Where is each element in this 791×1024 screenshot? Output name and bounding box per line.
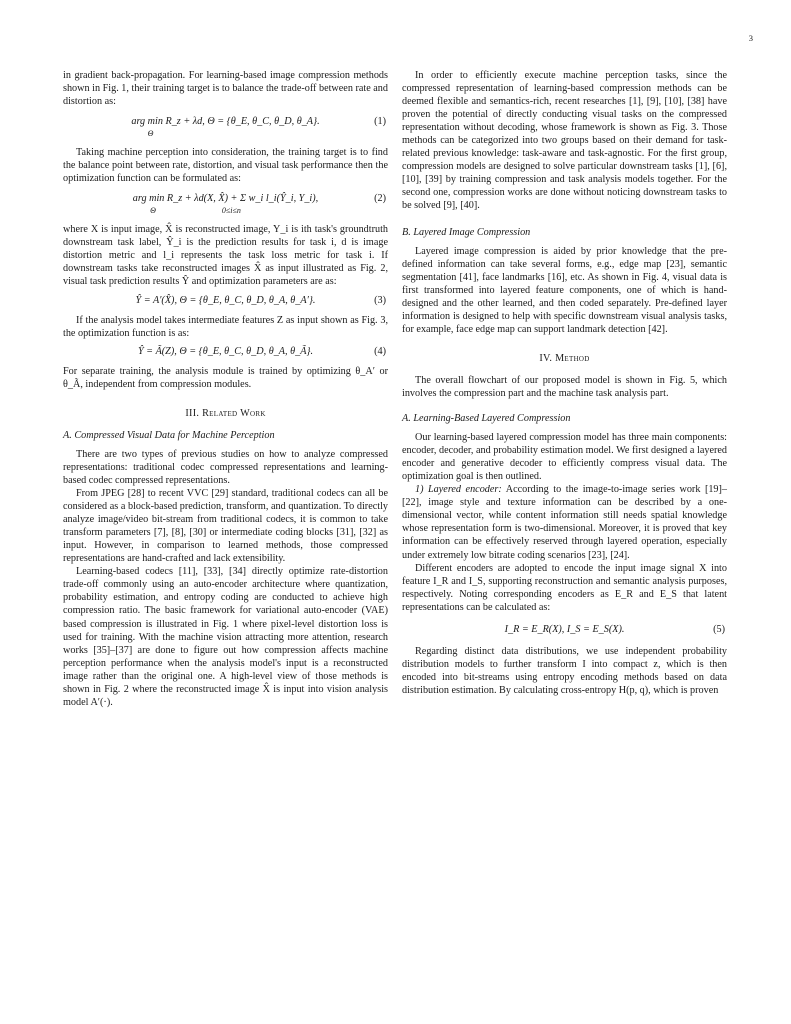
equation-5 bbox=[402, 623, 727, 636]
page-number: 3 bbox=[748, 33, 753, 43]
paragraph: There are two types of previous studies on how to analyze compressed representations: traditional codec compressed representations and learning-based codec compressed representations. bbox=[63, 448, 388, 486]
paragraph-body: According to the image-to-image series work [19]–[22], image style and texture information can be described by a one-dimensional vector, while content information still needs spatial knowledge whose representation form is two-dimensional. Moreover, it is proved that key information can be effectively reserved through layered operation, especially under extremely low bitrate coding scenarios [23], [24]. bbox=[402, 484, 728, 561]
equation-number: (2) bbox=[374, 193, 386, 205]
paragraph: Learning-based codecs [11], [33], [34] directly optimize rate-distortion trade-off commonly using an auto-encoder architecture where quantization, probability estimation, and entropy coding are conducted to achieve high compression ratio. The basic framework for variational auto-encoder (VAE) based compression is illustrated in Fig. 1 where pixel-level distortion loss is used for training. With the machine vision attracting more attention, research works [35]–[37] are done to figure out how compression affects machine perception performance when the analysis model's input is a reconstructed image rather than the original one. A high-level view of those methods is shown in Fig. 2 where the reconstructed image X̂ is input into vision analysis model A′(·). bbox=[63, 566, 388, 708]
paragraph: From JPEG [28] to recent VVC [29] standard, traditional codecs can all be considered as a block-based prediction, transform, and quantization. To directly analyze image/video bit-stream from traditional codecs, it is common to take transform parameters [7], [8], [30] or intermediate coding blocks [31], [32] as input. However, in comparison to learned methods, those compressed representations are hand-crafted and lack extensibility. bbox=[63, 488, 388, 565]
paragraph: in gradient back-propagation. For learning-based image compression methods shown in Fig. 1, their training target is to balance the trade-off between rate and distortion as: bbox=[63, 70, 388, 108]
equation-4 bbox=[63, 345, 388, 358]
paragraph: Regarding distinct data distributions, we use independent probability distribution models to further transform I into compact z, which is then encoded into bit-streams using entropy encoding methods based on data distribution estimation. By calculating cross-entropy H(p, q), which is proven bbox=[402, 645, 727, 696]
paragraph: where X is input image, X̂ is reconstructed image, Y_i is ith task's groundtruth downstream task label, Ŷ_i is the prediction results for task i, d is image distortion metric and l_i represents the task loss metric for task i. If downstream tasks take reconstructed images X̂ as input illustrated as Fig. 2, visual task prediction results Ŷ and optimization parameters are as: bbox=[63, 224, 388, 288]
equation-subscript: Θ 0≤i≤n bbox=[150, 206, 241, 216]
paragraph: Different encoders are adopted to encode the input image signal X into feature I_R and I_S, supporting reconstruction and semantic analysis purposes, respectively. Noting corresponding encoders as E_R and E_S that latent representations can be calculated as: bbox=[402, 562, 727, 613]
paragraph: Our learning-based layered compression model has three main components: encoder, decoder, and probability estimation model. We first designed a layered encoder and generative decoder to efficiently compress visual data. The optimization goal is then outlined. bbox=[402, 432, 727, 483]
equation-body: Ŷ = A′(X̂), Θ = {θ_E, θ_C, θ_D, θ_A, θ_A′}. bbox=[135, 294, 316, 306]
equation-number: (1) bbox=[374, 116, 386, 128]
equation-2 bbox=[63, 191, 388, 215]
equation-subscript: Θ bbox=[147, 129, 154, 139]
right-column bbox=[402, 69, 727, 697]
equation-body: arg min R_z + λd, Θ = {θ_E, θ_C, θ_D, θ_A}. bbox=[131, 116, 320, 128]
paragraph bbox=[402, 483, 727, 561]
equation-number: (5) bbox=[713, 623, 725, 635]
paragraph: If the analysis model takes intermediate features Z as input shown as Fig. 3, the optimization function is as: bbox=[63, 314, 388, 339]
subsection-title: B. Layered Image Compression bbox=[402, 226, 531, 238]
subsection-title: A. Learning-Based Layered Compression bbox=[402, 413, 571, 425]
equation-number: (3) bbox=[374, 294, 386, 306]
equation-body: arg min R_z + λd(X, X̂) + Σ w_i l_i(Ŷ_i, Y_i), bbox=[132, 193, 319, 205]
paragraph: In order to efficiently execute machine perception tasks, since the compressed representation of learning-based compression methods can be deemed flexible and semantics-rich, recent researches [1], [9], [10], [38] have proven the potential of directly conducting visual tasks on the compressed representation without decoding, whose framework is shown as Fig. 3. Those methods can be categorized into two groups based on their demand for task-related previous knowledge: task-aware and task-agnostic. For the first group, compression models are designed to solve particular downstream tasks [1], [6], [10], [39] by training compression and task analysis models together. For the second one, compression works are done without noticing downstream tasks to be solved [9], [40]. bbox=[402, 70, 727, 212]
subsection-title: A. Compressed Visual Data for Machine Perception bbox=[63, 429, 275, 441]
paragraph: For separate training, the analysis module is trained by optimizing θ_A′ or θ_Ã, independent from compression modules. bbox=[63, 365, 388, 390]
equation-1 bbox=[63, 114, 388, 138]
paragraph: Taking machine perception into consideration, the training target is to find the balance point between rate, distortion, and visual task performance then the optimization function can be formulated as: bbox=[63, 147, 388, 185]
equation-3 bbox=[63, 294, 388, 307]
equation-body: Ŷ = Ã(Z), Θ = {θ_E, θ_C, θ_D, θ_A, θ_Ã}. bbox=[137, 345, 314, 357]
paragraph-lead: 1) Layered encoder: bbox=[415, 484, 502, 496]
paragraph: Layered image compression is aided by prior knowledge that the pre-defined information can take several forms, e.g., edge map [23], semantic segmentation [41], face landmarks [16], etc. As shown in Fig. 4, visual data is first transformed into layered feature components, one of which is hand-designed and the other learned, and then coded separately. Pre-defined layer information is designed to help with specific downstream visual analysis tasks, for example, face edge map can support landmark detection [42]. bbox=[402, 245, 727, 335]
equation-body: I_R = E_R(X), I_S = E_S(X). bbox=[504, 623, 625, 635]
section-title: III. Related Work bbox=[185, 407, 266, 419]
equation-number: (4) bbox=[374, 345, 386, 357]
paragraph: The overall flowchart of our proposed model is shown in Fig. 5, which involves the compression part and the machine task analysis part. bbox=[402, 374, 727, 399]
left-column bbox=[63, 69, 388, 709]
section-title: IV. Method bbox=[539, 352, 590, 364]
